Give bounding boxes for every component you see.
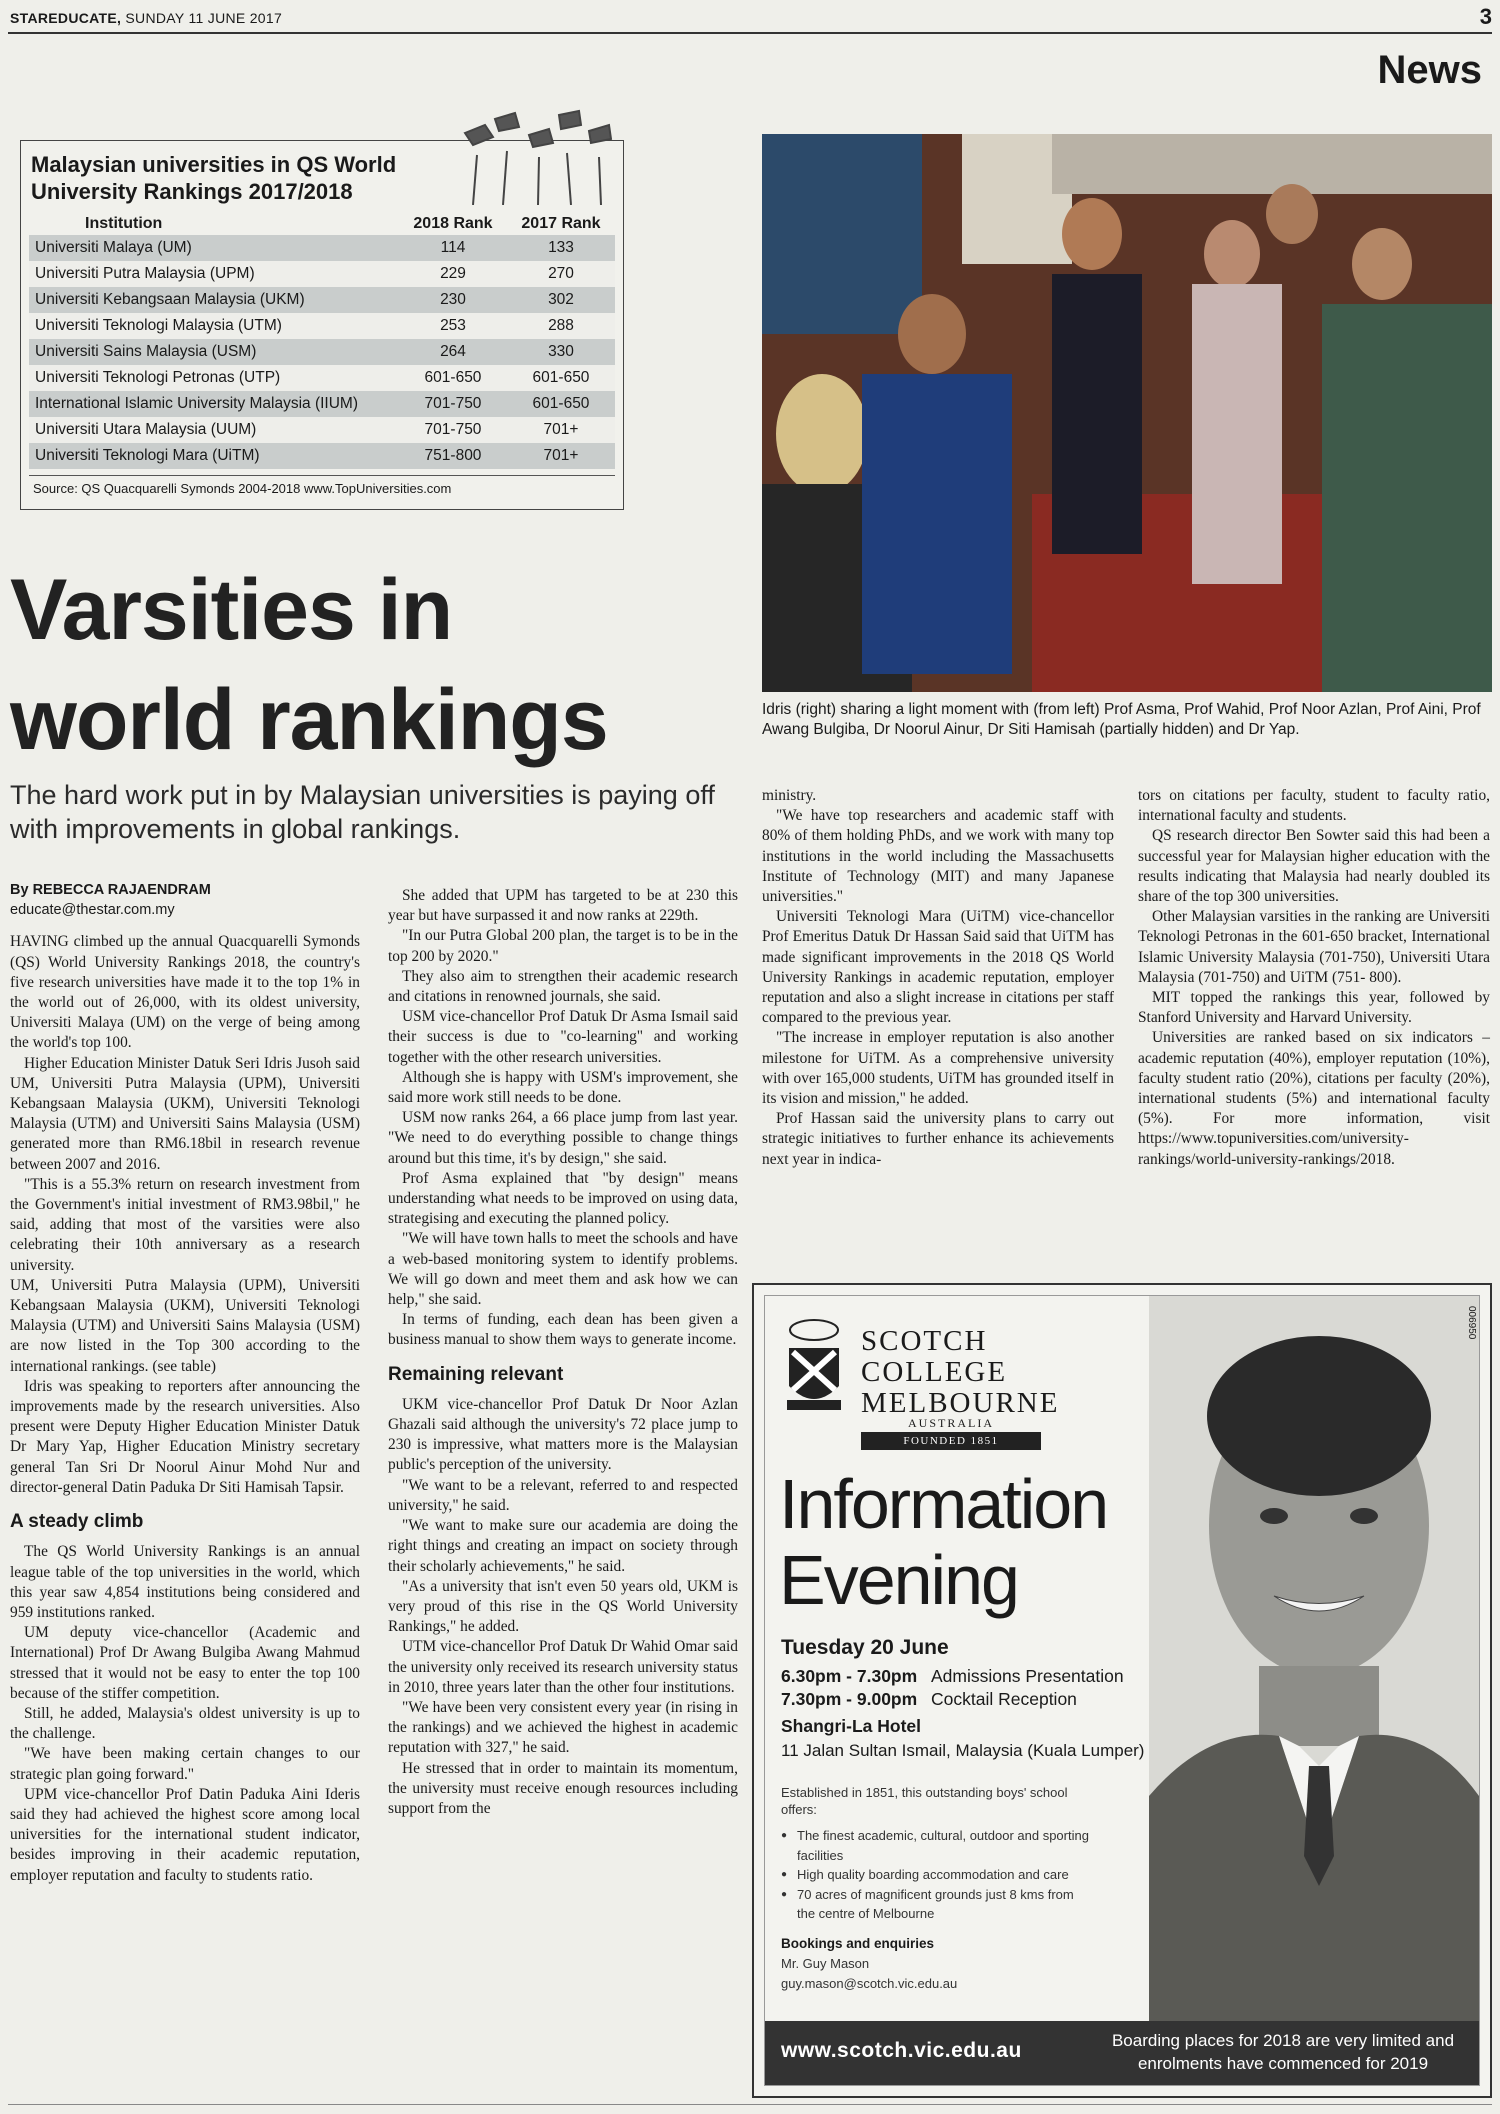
- cell-2017-rank: 701+: [507, 443, 615, 469]
- paragraph: "We will have town halls to meet the schools and have a web-based monitoring system to identify problems. We will go down and meet them and ask how we can help," she said.: [388, 1230, 738, 1309]
- cell-2017-rank: 133: [507, 235, 615, 261]
- paragraph: ministry.: [762, 787, 817, 804]
- news-photo: [762, 134, 1492, 692]
- boarding-note: Boarding places for 2018 are very limited and enrolments have commenced for 2019: [1111, 2031, 1455, 2073]
- cell-2018-rank: 751-800: [399, 443, 507, 469]
- paragraph: "We have top researchers and academic staff with 80% of them holding PhDs, and we work with many top institutions in the world including the Massachusetts Institute of Technology (MIT) and many Japanese universities.": [762, 807, 1114, 906]
- paragraph: tors on citations per faculty, student to faculty ratio, international faculty and students.: [1138, 787, 1490, 825]
- cell-institution: Universiti Malaya (UM): [29, 235, 399, 261]
- paragraph: UM deputy vice-chancellor (Academic and International) Prof Dr Awang Bulgiba Awang Mahmud stressed that it would not be easy to enter the top 100 because of the stiffer competition.: [10, 1624, 360, 1702]
- cell-2017-rank: 270: [507, 261, 615, 287]
- graduation-caps-illustration: [463, 105, 613, 205]
- paragraph: In terms of funding, each dean has been given a business manual to show them ways to generate income.: [388, 1311, 738, 1349]
- table-title: Malaysian universities in QS World University Rankings 2017/2018: [31, 152, 397, 204]
- paragraph: The QS World University Rankings is an annual league table of the top universities in the world, which this year saw 4,854 institutions being considered and 959 institutions ranked.: [10, 1543, 360, 1621]
- school-name-line: SCOTCH: [861, 1325, 988, 1357]
- paragraph: Although she is happy with USM's improvement, she said more work still needs to be done.: [388, 1068, 738, 1107]
- list-item: ● The finest academic, cultural, outdoor and sporting facilities: [781, 1826, 1091, 1865]
- table-source: Source: QS Quacquarelli Symonds 2004-2018 www.TopUniversities.com: [33, 481, 452, 496]
- schedule-label: Cocktail Reception: [931, 1689, 1077, 1709]
- school-offers-list: [781, 1826, 1091, 1924]
- schedule-label: Admissions Presentation: [931, 1666, 1124, 1686]
- article-column-3: [762, 786, 1114, 1170]
- schedule-item: [781, 1689, 1077, 1710]
- contact-heading: Bookings and enquiries: [781, 1936, 935, 1951]
- paragraph: USM vice-chancellor Prof Datuk Dr Asma Ismail said their success is due to "co-learning" and working together with the other research universities.: [388, 1008, 738, 1066]
- cell-institution: Universiti Kebangsaan Malaysia (UKM): [29, 287, 399, 313]
- list-item: ● High quality boarding accommodation and care: [781, 1865, 1091, 1885]
- cell-2017-rank: 701+: [507, 417, 615, 443]
- cell-2017-rank: 601-650: [507, 391, 615, 417]
- article-column-2: [388, 886, 738, 1819]
- cell-2018-rank: 253: [399, 313, 507, 339]
- schedule-time: 7.30pm - 9.00pm: [781, 1689, 918, 1709]
- event-title: [779, 1466, 1107, 1618]
- article-column-4: [1138, 786, 1490, 1170]
- page-number: 3: [1479, 4, 1492, 29]
- table-row: [29, 261, 615, 287]
- cell-2017-rank: 330: [507, 339, 615, 365]
- paragraph: "This is a 55.3% return on research investment from the Government's initial investment of RM3.98bil," he said, adding that most of the varsities were also celebrating their 10th anniversary as a research university.: [10, 1175, 360, 1274]
- table-row: [29, 339, 615, 365]
- paragraph: "We want to make sure our academia are doing the right things and creating an impact on society through their scholarly achievements," he said.: [388, 1517, 738, 1575]
- scotch-college-advertisement: [752, 1283, 1492, 2098]
- masthead: [10, 10, 282, 26]
- list-item: ● 70 acres of magnificent grounds just 8 kms from the centre of Melbourne: [781, 1885, 1091, 1924]
- table-row: [29, 313, 615, 339]
- cell-2018-rank: 601-650: [399, 365, 507, 391]
- paragraph: She added that UPM has targeted to be at 230 this year but have surpassed it and now ranks at 229th.: [388, 887, 738, 925]
- school-name-line: COLLEGE: [861, 1356, 1008, 1388]
- cell-institution: Universiti Teknologi Mara (UiTM): [29, 443, 399, 469]
- contact-name: Mr. Guy Mason: [781, 1956, 870, 1971]
- paragraph: USM now ranks 264, a 66 place jump from last year. "We need to do everything possible to change things around but this time, it's by design," she said.: [388, 1109, 738, 1167]
- cell-institution: Universiti Utara Malaysia (UUM): [29, 417, 399, 443]
- table-row: [29, 391, 615, 417]
- school-founded-badge: FOUNDED 1851: [861, 1432, 1041, 1450]
- event-address: 11 Jalan Sultan Ismail, Malaysia (Kuala Lumper): [781, 1741, 1145, 1760]
- issue-date: SUNDAY 11 JUNE 2017: [125, 10, 283, 26]
- table-row: [29, 365, 615, 391]
- rankings-table-box: [20, 140, 624, 510]
- schedule-time: 6.30pm - 7.30pm: [781, 1666, 918, 1686]
- cell-2017-rank: 302: [507, 287, 615, 313]
- paragraph: UTM vice-chancellor Prof Datuk Dr Wahid Omar said the university only received its research university status in 2010, three years later than the other four institutions.: [388, 1638, 738, 1696]
- cell-institution: International Islamic University Malaysia (IIUM): [29, 391, 399, 417]
- paragraph: He stressed that in order to maintain its momentum, the university must receive enough resources including support from the: [388, 1759, 738, 1817]
- ad-footer-bar: [765, 2021, 1479, 2085]
- cell-2018-rank: 229: [399, 261, 507, 287]
- byline: By REBECCA RAJAENDRAM: [10, 882, 211, 898]
- paragraph: Universiti Teknologi Mara (UiTM) vice-chancellor Prof Emeritus Datuk Dr Hassan Said said that UiTM has made significant improvements in the 2018 QS World University Rankings in academic reputation, employer reputation and also a slight increase in citations per staff compared to the previous year.: [762, 908, 1114, 1027]
- paragraph: "We have been making certain changes to our strategic plan going forward.": [10, 1745, 360, 1783]
- paragraph: "We have been very consistent every year (in rising in the rankings) and we achieved the highest in academic reputation with 327," he said.: [388, 1698, 738, 1757]
- paragraph: Prof Hassan said the university plans to carry out strategic initiatives to further enhance its achievements next year in indica-: [762, 1110, 1114, 1168]
- paragraph: UM, Universiti Putra Malaysia (UPM), Universiti Kebangsaan Malaysia (UKM), Universiti Teknologi Malaysia (UTM) and Universiti Sains Malaysia (USM) are now listed in the Top 300 according to the international rankings. (see table): [10, 1276, 360, 1375]
- contact-email-link[interactable]: guy.mason@scotch.vic.edu.au: [781, 1976, 958, 1991]
- cell-2018-rank: 264: [399, 339, 507, 365]
- school-name-line: MELBOURNE: [861, 1387, 1060, 1419]
- cell-institution: Universiti Teknologi Petronas (UTP): [29, 365, 399, 391]
- cell-2017-rank: 601-650: [507, 365, 615, 391]
- table-header-row: [29, 213, 615, 235]
- article-standfirst: The hard work put in by Malaysian universities is paying off with improvements in global rankings.: [10, 780, 715, 844]
- paragraph: Still, he added, Malaysia's oldest university is up to the challenge.: [10, 1704, 360, 1743]
- paragraph: QS research director Ben Sowter said this had been a successful year for Malaysian higher education with the results indicating that Malaysia had nearly doubled its share of the top 300 universities.: [1138, 827, 1490, 906]
- schedule-item: [781, 1666, 1124, 1687]
- paragraph: Idris was speaking to reporters after announcing the improvements made by the research universities. Also present were Deputy Higher Education Minister Datuk Dr Mary Yap, Higher Education Ministry secretary general Tan Sri Dr Noorul Ainur Mohd Nur and director-general Datin Paduka Dr Siti Hamisah Tapsir.: [10, 1377, 360, 1496]
- paragraph: UKM vice-chancellor Prof Datuk Dr Noor Azlan Ghazali said although the university's 72 place jump to 230 is impressive, what matters more is the Malaysian public's perception of the university.: [388, 1395, 738, 1474]
- cell-2018-rank: 114: [399, 235, 507, 261]
- student-portrait-photo: [1149, 1296, 1479, 2026]
- paragraph: MIT topped the rankings this year, followed by Stanford University and Harvard University.: [1138, 989, 1490, 1027]
- paragraph: Prof Asma explained that "by design" means understanding what needs to be improved on using data, strategising and executing the planned policy.: [388, 1169, 738, 1228]
- paragraph: "As a university that isn't even 50 years old, UKM is very proud of this rise in the QS World University Rankings," he added.: [388, 1577, 738, 1636]
- table-row: [29, 287, 615, 313]
- school-intro: Established in 1851, this outstanding boys' school offers:: [781, 1785, 1068, 1817]
- paragraph: Higher Education Minister Datuk Seri Idris Jusoh said UM, Universiti Putra Malaysia (UPM), Universiti Kebangsaan Malaysia (UKM), Universiti Teknologi Malaysia (UTM) and Universiti Sains Malaysia (USM) generated more than RM6.18bil in research revenue between 2007 and 2016.: [10, 1054, 360, 1173]
- school-country: AUSTRALIA: [908, 1416, 994, 1430]
- top-rule: [8, 32, 1492, 34]
- paragraph: "In our Putra Global 200 plan, the target is to be in the top 200 by 2020.": [388, 927, 738, 965]
- cell-2018-rank: 701-750: [399, 391, 507, 417]
- paragraph: "The increase in employer reputation is also another milestone for UiTM. As a comprehensive university with over 165,000 students, UiTM has grounded itself in its vision and mission," he added.: [762, 1029, 1114, 1108]
- rankings-table: [29, 213, 615, 469]
- paragraph: UPM vice-chancellor Prof Datin Paduka Aini Ideris said they had achieved the highest score among local universities for the international student indicator, besides improving in their academic reputation, employer reputation and faculty to students ratio.: [10, 1785, 360, 1884]
- paragraph: Universities are ranked based on six indicators – academic reputation (40%), employer reputation (10%), faculty student ratio (20%), citations per faculty (20%), international students (5%) and international faculty (5%). For more information, visit https://www.topuniversities.com/university-rankings/world-university-rankings/2018.: [1138, 1029, 1490, 1168]
- ad-frame: [764, 1295, 1480, 2086]
- paragraph: They also aim to strengthen their academic research and citations in renowned journals, she said.: [388, 967, 738, 1006]
- cell-2018-rank: 701-750: [399, 417, 507, 443]
- header-institution: Institution: [85, 215, 163, 232]
- cell-institution: Universiti Putra Malaysia (UPM): [29, 261, 399, 287]
- subhead-remaining-relevant: Remaining relevant: [388, 1363, 564, 1385]
- article-column-1: [10, 880, 360, 1886]
- photo-caption: Idris (right) sharing a light moment with (from left) Prof Asma, Prof Wahid, Prof Noor Azlan, Prof Aini, Prof Awang Bulgiba, Dr Noorul Ainur, Dr Siti Hamisah (partially hidden) and Dr Yap.: [762, 701, 1481, 738]
- cell-2018-rank: 230: [399, 287, 507, 313]
- table-divider: [29, 475, 615, 476]
- cell-institution: Universiti Teknologi Malaysia (UTM): [29, 313, 399, 339]
- ad-code: 006950: [1466, 1306, 1477, 1340]
- school-name: [861, 1326, 1059, 1419]
- paragraph: "We want to be a relevant, referred to and respected university," he said.: [388, 1476, 738, 1514]
- cell-institution: Universiti Sains Malaysia (USM): [29, 339, 399, 365]
- section-name: STAREDUCATE,: [10, 10, 122, 26]
- event-date: Tuesday 20 June: [781, 1636, 949, 1659]
- event-title-line: Information: [779, 1465, 1108, 1543]
- header-2018-rank: 2018 Rank: [413, 215, 493, 232]
- event-title-line: Evening: [779, 1541, 1018, 1619]
- school-website-link[interactable]: www.scotch.vic.edu.au: [781, 2039, 1022, 2062]
- table-row: [29, 443, 615, 469]
- paragraph: HAVING climbed up the annual Quacquarelli Symonds (QS) World University Rankings 2018, the country's five research universities have made it to the top 1% in the world out of 26,000, with its oldest university, Universiti Malaya (UM) on the verge of being among the world's top 100.: [10, 933, 360, 1052]
- bottom-rule: [8, 2104, 1492, 2105]
- school-crest-icon: [783, 1316, 845, 1416]
- cell-2017-rank: 288: [507, 313, 615, 339]
- table-row: [29, 235, 615, 261]
- article-headline: Varsities in world rankings: [10, 562, 608, 768]
- byline-email: educate@thestar.com.my: [10, 902, 175, 919]
- subhead-steady-climb: A steady climb: [10, 1511, 144, 1533]
- section-label: News: [1377, 48, 1482, 92]
- table-row: [29, 417, 615, 443]
- header-2017-rank: 2017 Rank: [521, 215, 601, 232]
- event-venue: Shangri-La Hotel: [781, 1716, 922, 1736]
- paragraph: Other Malaysian varsities in the ranking are Universiti Teknologi Petronas in the 601-650 bracket, International Islamic University Malaysia (701-750), Universiti Utara Malaysia (701-750) and UiTM (751- 800).: [1138, 908, 1490, 986]
